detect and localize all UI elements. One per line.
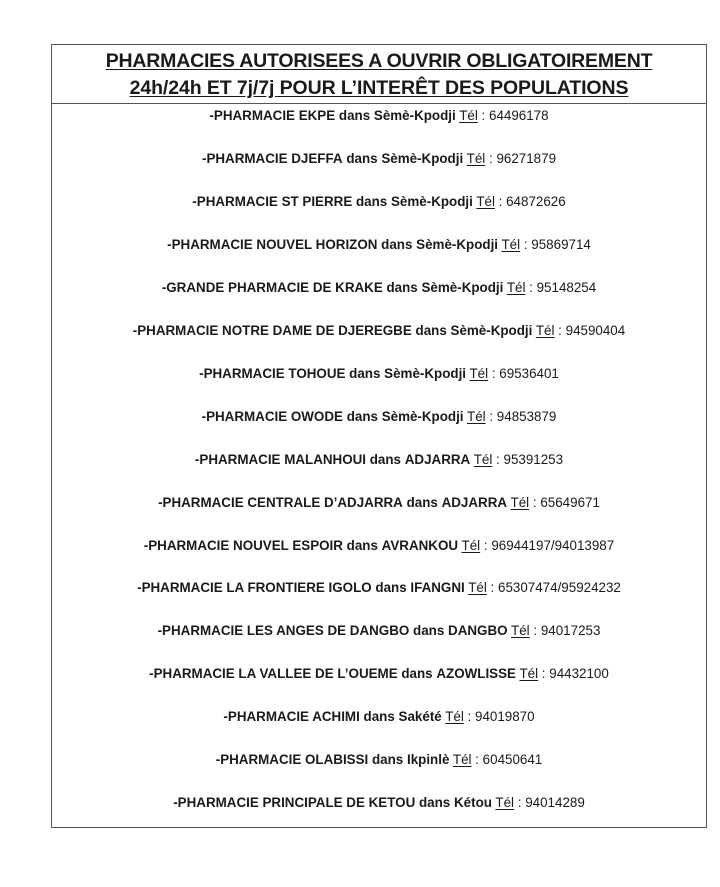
- pharmacy-dans-word: dans: [386, 280, 418, 295]
- pharmacy-tel-label: Tél: [519, 666, 539, 681]
- pharmacy-name: -PHARMACIE DJEFFA: [201, 151, 343, 166]
- pharmacy-location: Sèmè-Kpodji: [421, 280, 504, 295]
- pharmacy-name: -PHARMACIE MALANHOUI: [194, 452, 367, 467]
- pharmacy-tel-separator: :: [492, 452, 504, 467]
- pharmacy-phone: 94432100: [549, 666, 609, 681]
- pharmacy-dans-word: dans: [371, 752, 404, 767]
- pharmacy-phone: 95148254: [536, 280, 597, 295]
- pharmacy-dans-word: dans: [415, 323, 447, 338]
- pharmacy-tel-separator: :: [494, 194, 507, 209]
- pharmacy-dans-word: dans: [375, 580, 407, 595]
- pharmacy-dans-word: dans: [346, 409, 378, 424]
- pharmacy-tel-separator: :: [488, 366, 500, 381]
- pharmacy-name: -PHARMACIE NOTRE DAME DE DJEREGBE: [132, 323, 412, 338]
- pharmacy-name: -PHARMACIE OLABISSI: [215, 752, 369, 767]
- pharmacy-tel-label: Tél: [476, 194, 495, 209]
- pharmacy-dans-word: dans: [346, 538, 378, 553]
- pharmacy-entry: [51, 664, 707, 684]
- pharmacy-tel-label: Tél: [461, 538, 481, 553]
- pharmacy-name: -PHARMACIE ST PIERRE: [192, 194, 353, 209]
- pharmacy-entry: [51, 793, 707, 813]
- pharmacy-name: -PHARMACIE PRINCIPALE DE KETOU: [173, 795, 416, 810]
- pharmacy-tel-label: Tél: [511, 623, 530, 638]
- pharmacy-location: DANGBO: [448, 623, 508, 638]
- pharmacy-tel-label: Tél: [445, 709, 464, 724]
- pharmacy-tel-label: Tél: [506, 280, 526, 295]
- pharmacy-name: -PHARMACIE CENTRALE D’ADJARRA: [158, 495, 403, 510]
- pharmacy-location: Sèmè-Kpodji: [416, 237, 499, 252]
- pharmacy-location: IFANGNI: [410, 580, 465, 595]
- pharmacy-entry: [51, 278, 707, 298]
- title-line-2: 24h/24h ET 7j/7j POUR L’INTERÊT DES POPULATIONS: [129, 77, 629, 99]
- pharmacy-location: AVRANKOU: [381, 538, 459, 553]
- pharmacy-location: Sèmè-Kpodji: [381, 409, 464, 424]
- pharmacy-tel-separator: :: [485, 151, 497, 166]
- pharmacy-phone: 95869714: [531, 237, 591, 252]
- pharmacy-location: ADJARRA: [441, 495, 508, 510]
- pharmacy-name: -PHARMACIE LA VALLEE DE L’OUEME: [149, 666, 398, 681]
- pharmacy-entry: [51, 321, 707, 341]
- pharmacy-tel-label: Tél: [469, 366, 489, 381]
- pharmacy-entry: [51, 578, 707, 598]
- pharmacy-entry: [51, 235, 707, 255]
- pharmacy-name: -PHARMACIE LA FRONTIERE IGOLO: [137, 580, 372, 595]
- pharmacy-entry: [51, 364, 707, 384]
- pharmacy-entry: [51, 750, 707, 770]
- pharmacy-dans-word: dans: [338, 108, 371, 123]
- pharmacy-entry: [51, 536, 707, 556]
- pharmacy-tel-label: Tél: [510, 495, 530, 510]
- pharmacy-tel-separator: :: [486, 580, 498, 595]
- pharmacy-tel-separator: :: [529, 495, 541, 510]
- pharmacy-name: -PHARMACIE TOHOUE: [199, 366, 346, 381]
- pharmacy-name: -PHARMACIE LES ANGES DE DANGBO: [157, 623, 410, 638]
- pharmacy-location: Sakété: [398, 709, 442, 724]
- pharmacy-tel-label: Tél: [459, 108, 478, 123]
- pharmacy-dans-word: dans: [346, 151, 378, 166]
- document-title: [51, 48, 707, 102]
- pharmacy-tel-label: Tél: [535, 323, 555, 338]
- pharmacy-name: -PHARMACIE NOUVEL ESPOIR: [143, 538, 343, 553]
- pharmacy-location: Sèmè-Kpodji: [384, 366, 467, 381]
- pharmacy-name: -PHARMACIE EKPE: [209, 108, 336, 123]
- pharmacy-tel-separator: :: [463, 709, 475, 724]
- pharmacy-entry: [51, 407, 707, 427]
- pharmacy-location: Sèmè-Kpodji: [450, 323, 533, 338]
- pharmacy-location: AZOWLISSE: [436, 666, 516, 681]
- pharmacy-tel-separator: :: [525, 280, 537, 295]
- pharmacy-location: Sèmè-Kpodji: [381, 151, 464, 166]
- pharmacy-tel-separator: :: [514, 795, 526, 810]
- pharmacy-tel-separator: :: [485, 409, 497, 424]
- pharmacy-dans-word: dans: [356, 194, 388, 209]
- pharmacy-dans-word: dans: [401, 666, 433, 681]
- pharmacy-entry: [51, 707, 707, 727]
- pharmacy-tel-label: Tél: [468, 580, 487, 595]
- pharmacy-tel-separator: :: [471, 752, 483, 767]
- title-line-1: PHARMACIES AUTORISEES A OUVRIR OBLIGATOIREMENT: [105, 50, 653, 72]
- pharmacy-name: -PHARMACIE ACHIMI: [223, 709, 360, 724]
- pharmacy-tel-label: Tél: [466, 151, 486, 166]
- pharmacy-entry: [51, 621, 707, 641]
- pharmacy-tel-separator: :: [477, 108, 489, 123]
- pharmacy-phone: 95391253: [503, 452, 564, 467]
- pharmacy-tel-label: Tél: [467, 409, 486, 424]
- pharmacy-location: Ikpinlè: [406, 752, 450, 767]
- pharmacy-dans-word: dans: [369, 452, 402, 467]
- pharmacy-phone: 94019870: [475, 709, 535, 724]
- pharmacy-tel-separator: :: [480, 538, 492, 553]
- pharmacy-dans-word: dans: [349, 366, 381, 381]
- pharmacy-phone: 69536401: [499, 366, 559, 381]
- pharmacy-name: -PHARMACIE NOUVEL HORIZON: [167, 237, 378, 252]
- pharmacy-phone: 64872626: [506, 194, 566, 209]
- pharmacy-entry: [51, 493, 707, 513]
- pharmacy-tel-label: Tél: [452, 752, 472, 767]
- pharmacy-phone: 65649671: [540, 495, 600, 510]
- pharmacy-entry: [51, 106, 707, 126]
- title-divider: [51, 103, 707, 104]
- pharmacy-phone: 94017253: [540, 623, 601, 638]
- pharmacy-phone: 94590404: [565, 323, 626, 338]
- pharmacy-tel-label: Tél: [501, 237, 521, 252]
- pharmacy-tel-separator: :: [554, 323, 566, 338]
- pharmacy-phone: 96271879: [496, 151, 557, 166]
- pharmacy-tel-separator: :: [529, 623, 541, 638]
- pharmacy-entry: [51, 450, 707, 470]
- pharmacy-phone: 96944197/94013987: [491, 538, 615, 553]
- pharmacy-dans-word: dans: [406, 495, 438, 510]
- pharmacy-phone: 94853879: [496, 409, 557, 424]
- pharmacy-phone: 65307474/95924232: [498, 580, 621, 595]
- pharmacy-phone: 94014289: [525, 795, 585, 810]
- pharmacy-dans-word: dans: [419, 795, 451, 810]
- pharmacy-location: ADJARRA: [404, 452, 471, 467]
- pharmacy-phone: 60450641: [482, 752, 543, 767]
- pharmacy-entry: [51, 192, 707, 212]
- pharmacy-name: -GRANDE PHARMACIE DE KRAKE: [161, 280, 383, 295]
- pharmacy-location: Sèmè-Kpodji: [391, 194, 473, 209]
- pharmacy-dans-word: dans: [363, 709, 395, 724]
- pharmacy-tel-separator: :: [520, 237, 532, 252]
- pharmacy-dans-word: dans: [413, 623, 445, 638]
- pharmacy-location: Kétou: [454, 795, 492, 810]
- pharmacy-tel-label: Tél: [495, 795, 515, 810]
- pharmacy-location: Sèmè-Kpodji: [373, 108, 456, 123]
- pharmacy-name: -PHARMACIE OWODE: [201, 409, 343, 424]
- pharmacy-tel-label: Tél: [473, 452, 493, 467]
- pharmacy-dans-word: dans: [381, 237, 413, 252]
- pharmacy-phone: 64496178: [489, 108, 549, 123]
- pharmacy-entry: [51, 149, 707, 169]
- pharmacy-tel-separator: :: [538, 666, 550, 681]
